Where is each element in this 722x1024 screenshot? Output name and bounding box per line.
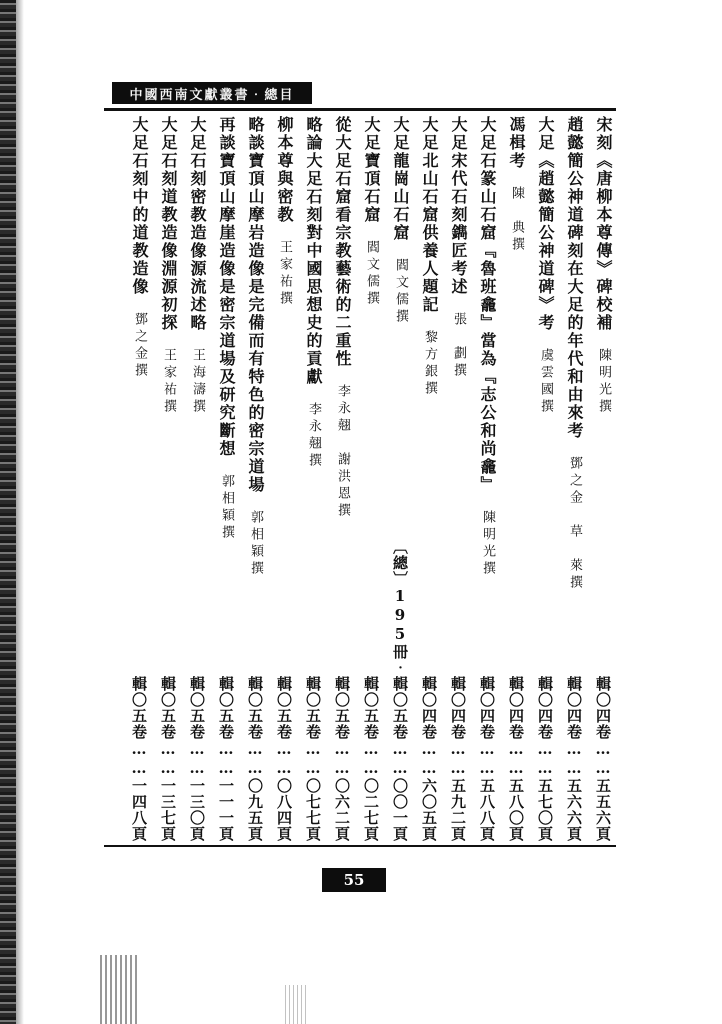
toc-entry [445,116,471,842]
toc-entry [184,116,210,842]
entry-reference: 輯〇四卷……五八〇頁 [507,676,525,842]
entry-reference: 輯〇四卷……六〇五頁 [420,676,438,842]
entry-title: 大足石篆山石窟『魯班龕』當為『志公和尚龕』陳明光撰 [478,116,497,578]
toc-entry [387,116,413,842]
entry-title: 馮楫考陳 典撰 [507,116,526,254]
entry-author: 李永翹撰 [306,402,321,470]
entry-title: 略談寶頂山摩岩造像是完備而有特色的密宗道場郭相穎撰 [246,116,265,578]
entry-reference: 輯〇四卷……五九二頁 [449,676,467,842]
scan-noise [100,955,140,1024]
entry-reference: 輯〇五卷……〇九五頁 [246,676,264,842]
entry-title: 大足石刻密教造像源流述略王海濤撰 [188,116,207,416]
toc-entry [590,116,616,842]
toc-entry [213,116,239,842]
entry-title: 大足宋代石刻鐫匠考述張 劃撰 [449,116,468,380]
entry-author: 鄧之金 草 萊撰 [567,456,582,592]
entry-author: 李永翹 謝洪恩撰 [335,384,350,520]
toc-entry [561,116,587,842]
entry-reference: 輯〇五卷……〇七七頁 [304,676,322,842]
entry-author: 鄧之金撰 [132,312,147,380]
toc-entry [474,116,500,842]
entry-title: 大足石刻中的道教造像鄧之金撰 [130,116,149,380]
series-banner: 中國西南文獻叢書‧總目 [112,82,312,104]
entry-title: 略論大足石刻對中國思想史的貢獻李永翹撰 [304,116,323,470]
entry-reference: 輯〇五卷……〇八四頁 [275,676,293,842]
header-rule [104,108,616,111]
entry-reference: 輯〇五卷……一三〇頁 [188,676,206,842]
entry-title: 大足龍崗山石窟閻文儒撰 [391,116,410,326]
entry-reference: 輯〇四卷……五六六頁 [565,676,583,842]
entry-author: 閻文儒撰 [364,240,379,308]
entry-author: 王海濤撰 [190,348,205,416]
entry-reference: 輯〇四卷……五八八頁 [478,676,496,842]
entry-reference: 輯〇五卷……一四八頁 [130,676,148,842]
toc-entry [271,116,297,842]
entry-title: 從大足石窟看宗教藝術的二重性李永翹 謝洪恩撰 [333,116,352,520]
entry-reference: 輯〇四卷……五七〇頁 [536,676,554,842]
entry-reference: 輯〇四卷……五五六頁 [594,676,612,842]
toc-entry [416,116,442,842]
footer-rule [104,845,616,847]
toc-entry [358,116,384,842]
toc-entry [329,116,355,842]
entry-title: 再談寶頂山摩崖造像是密宗道場及研究斷想郭相穎撰 [217,116,236,542]
entry-author: 王家祐撰 [161,348,176,416]
toc-entry [126,116,152,842]
entry-author: 張 劃撰 [451,312,466,380]
toc-entry [532,116,558,842]
entry-reference: 輯〇五卷……〇六二頁 [333,676,351,842]
page-number: 55 [322,868,386,892]
entry-author: 郭相穎撰 [248,510,263,578]
entry-reference: 輯〇五卷……〇二七頁 [362,676,380,842]
scan-edge-shadow [16,0,24,1024]
scan-noise [285,985,307,1024]
toc-entry [503,116,529,842]
entry-author: 黎方銀撰 [422,330,437,398]
entry-author: 陳明光撰 [596,348,611,416]
entry-title: 柳本尊與密教王家祐撰 [275,116,294,308]
entry-title: 趙懿簡公神道碑刻在大足的年代和由來考鄧之金 草 萊撰 [565,116,584,592]
entry-reference: 輯〇五卷……一一一頁 [217,676,235,842]
entry-author: 王家祐撰 [277,240,292,308]
entry-title: 大足北山石窟供養人題記黎方銀撰 [420,116,439,398]
toc-entry [300,116,326,842]
entry-reference: 〔總〕195冊‧輯〇五卷……〇〇一頁 [391,539,409,842]
toc-entry [242,116,268,842]
entry-author: 郭相穎撰 [219,474,234,542]
entry-reference: 輯〇五卷……一三七頁 [159,676,177,842]
scan-edge [0,0,16,1024]
entry-author: 陳明光撰 [480,510,495,578]
entry-author: 閻文儒撰 [393,258,408,326]
entry-title: 大足寶頂石窟閻文儒撰 [362,116,381,308]
entry-author: 虞雲國撰 [538,348,553,416]
entry-title: 大足石刻道教造像淵源初探王家祐撰 [159,116,178,416]
entry-author: 陳 典撰 [509,186,524,254]
entry-title: 宋刻《唐柳本尊傳》碑校補陳明光撰 [594,116,613,416]
toc-entry [155,116,181,842]
entry-title: 大足《趙懿簡公神道碑》考虞雲國撰 [536,116,555,416]
